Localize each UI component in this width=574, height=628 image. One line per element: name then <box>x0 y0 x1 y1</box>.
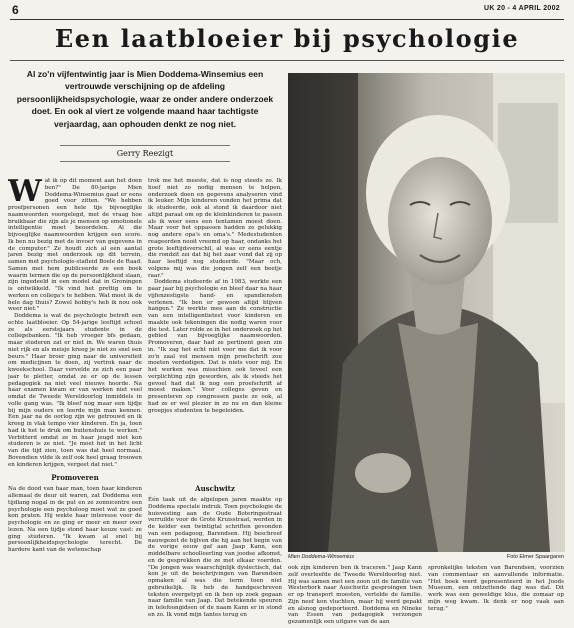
paragraph: Doddema is wat de psychologie betreft een echte laatbloeier. Op 54-jarige leeftijd school ze als eerstejaars studente in de collegebanken. "Ik heb vroeger bfs gedaan, maar studeren zat er niet in. We waren thuis niet rijk en als meisje kreeg je niet zo snel een beurs." Haar broer ging naar de universiteit om medicijnen te doen, zij vertrok naar de kweekschool. Daar vervelde ze zich een paar jaar te pletter, omdat ze er op de lessen pedagogiek na niet veel nieuws hoorde. Na haar examen kwam er van werken niet veel omdat de Tweede Wereldoorlog inmiddels in volle gang was. "Ik bleef nog maar een tijdje bij mijn ouders en leerde mijn man kennen. Een jaar na de oorlog zijn we getrouwd en ik kreeg in vlak tempo vier kinderen. En ja, toen had ik het te druk om buitenshuis te werken." Verbitterd omdat ze in haar jeugd niet kon studeren is ze niet. "Je moet het in het licht van die tijd zien, toen was dat heel normaal. Bovendien vilde ik zelf ook heel graag trouwen en kinderen krijgen, vergeet dat niet." <box>8 313 142 468</box>
author-byline: Gerry Reezigt <box>60 145 230 162</box>
paragraph: trok me het meeste, dat is nog steeds zo. Ik hoef niet zo nodig mensen te helpen, onderzoek doen en gegevens analyseren vind ik leuker. Mijn kinderen vonden het prima dat ik studeerde, ook al stond ik daardoor niet altijd paraat om op de kleinkinderen te passen als ik weer eens een tentamen moest doen. Maar voor het oppassen hadden ze gelukkig nog andere opa's en oma's." Medestudenten reageerden nooit vreemd op haar, ondanks het grote leeftijdsverschil, al was er eens eentje die rondzit zei dat hij het zaar vond dat zij op haar leeftijd nog studeerde. "Maar och, volgens mij was die jongen zelf een beetje raar." <box>148 178 282 279</box>
subheading-promoveren: Promoveren <box>51 473 99 483</box>
article-column-2 <box>148 178 282 478</box>
paragraph: Doddema studeerde af in 1983, werkte een paar jaar bij psychologie en bleef daar na haar vijfenzestigste hand- en spandiensten verlenen. "Ik ben er gewoon altijd blijven hangen." Ze werkte mee aan de constructie van een intelligentietest voor kinderen en maakte ook tekeningen die nodig waren voor die test. Later rolde ze in het onderzoek op het gebied van bijvoeglijke naamwoorden. Promoveren, daar had ze pertinent geen zin in. "Ik zag het echt niet voor me dat ik voor zo'n zaal vol mensen mijn proefschrift zou moeten verdedigen. Dat is niets voor mij. En het werken was misschien ook teveel een verplichting zijn geworden, als ik steeds het gevoel had dat ik nog een proefschrift af moest maken." Voor colleges geven en presenteren op congressen paste ze ook, al had ze er wel plezier in zo nu en dan kleine groepjes studenten te begeleiden. <box>148 279 282 414</box>
portrait-photo-graphic <box>288 73 565 552</box>
masthead: UK 20 - 4 APRIL 2002 <box>483 5 560 12</box>
paragraph: Na de dood van haar man, toen haar kinderen allemaal de deur uit waren, zat Doddema een tijdlang nogal in de put en ze zonnicentre een psychologie een psycholoog moet wat ze goed kon praten. Hij wekte haar interesse voor de psychologie en ze ging er meer en meer over lezen. Na een tijdje stond haar keuze vast: ze ging studeren. "Ik kwam al snel bij persoonlijkheidspsychologie terecht. De hardere kant van de wetenschap <box>8 486 142 553</box>
drop-cap: W <box>8 178 42 209</box>
subheading-auschwitz: Auschwitz <box>195 484 235 493</box>
article-column-3 <box>288 565 422 627</box>
article-column-4 <box>428 565 564 627</box>
headline-rule <box>10 60 564 61</box>
paragraph: Één taak uit de afgelopen jaren maakte op Doddema speciale indruk. Toen psychologie de huisvesting aan de Oude Boteringestraat verruilde voor de Grote Kruisstraat, werden in de kelder een twintigtal schriften gevonden van een pedagoog, Barendsen. Hij beschreef nauwgezet de bijlven die hij aan het begin van de vorige eeuw gaf aan Jaap Kann, een middelbare schoolleerling van joodse afkomst, en de gesprekken die ze met elkaar voerden. "De jongen was waarschijnlijk dyslectisch, dat kon je uit de beschrijvingen van Barendsen opmaken al was die term toen niet gebruikelijk. Ik heb de handgeschreven teksten overgetypt en ik ben op zoek gegaan naar familie van Jaap. Dat betekende speuren in telefoongidsen of de naam Kann er in stond en zo. Ik vond mijn tantes terug en <box>148 497 282 618</box>
portrait-photo <box>288 73 565 552</box>
paragraph: ook zijn kinderen ben ik traceren." Jaap Kann zelf overleefde de Tweede Wereldoorlog niet. Hij was samen met een zoon uit de familie van Westerbork naar Auschwitz gesproingen toen er op transport moesten, vertelde de familie. Zijn neef kon vluchten, maar hij werd gepakt en alsnog gedeporteerd. Doddema en Nineke van Essen van pedagogiek verzongen gezamenlijk een uitgave van de aan <box>288 565 422 625</box>
paragraph: at ik op dit moment aan het doen ben?" De 80-jarige Mien Doddema-Winsemius gaat er eens goed voor zitten. "We hebben proefpersonen een hele tijs bijvoeglijke naamwoorden voorgelegd, met de vraag hoe bruikbaar die zijn als je mensen op emotionele intelligentie moet beoordelen. Al die bijvoeglijke naamwoorden krijgen een score. Ik ben nu bezig met de invoer van gegevens in de computer." Ze houdt zich al een aantal jaren bezig met onderzoek op dit terrein, samen met psychologie-stafleid Boele de Raad. Samen met hem publiceerde ze een boek waarin termen die op de persoonlijkheid slaan, zijn ingedeeld in een model dat in Groningen is ontwikkeld. "Ik vind het prettig om te werken en collega's te hebben. Wat moet ik de hele dag thuis? Zowel hobby's heb ik nou ook weer niet." <box>8 178 142 313</box>
photo-caption: Mien Doddema-Winsemius <box>288 554 354 560</box>
paragraph: spronkelijke teksten van Barendsen, voorzien van commentaar en aanvullende informatie. "Het boek werd gepresenteerd in het Joods Museum, een ontzettende dag was dat. Dit werk was een geweldige klus, die zomaar op mijn weg kwam. Ik denk er nog vaak aan terug." <box>428 565 564 612</box>
article-column-1 <box>8 178 142 625</box>
page-number: 6 <box>12 3 19 17</box>
article-column-2-lower <box>148 484 282 626</box>
intro-lede: Al zo'n vijfentwintig jaar is Mien Doddema-Winsemius een vertrouwde verschijning op de afdeling persoonlijkheidspsychologie, waar ze onder andere onderzoek doet. En ook al viert ze volgende maand haar tachtigste verjaardag, aan ophouden denkt ze nog niet. <box>16 69 274 129</box>
headline: Een laatbloeier bij psychologie <box>54 24 520 53</box>
top-rule <box>10 19 564 20</box>
photo-credit: Foto Elmer Spaargaren <box>506 554 564 560</box>
